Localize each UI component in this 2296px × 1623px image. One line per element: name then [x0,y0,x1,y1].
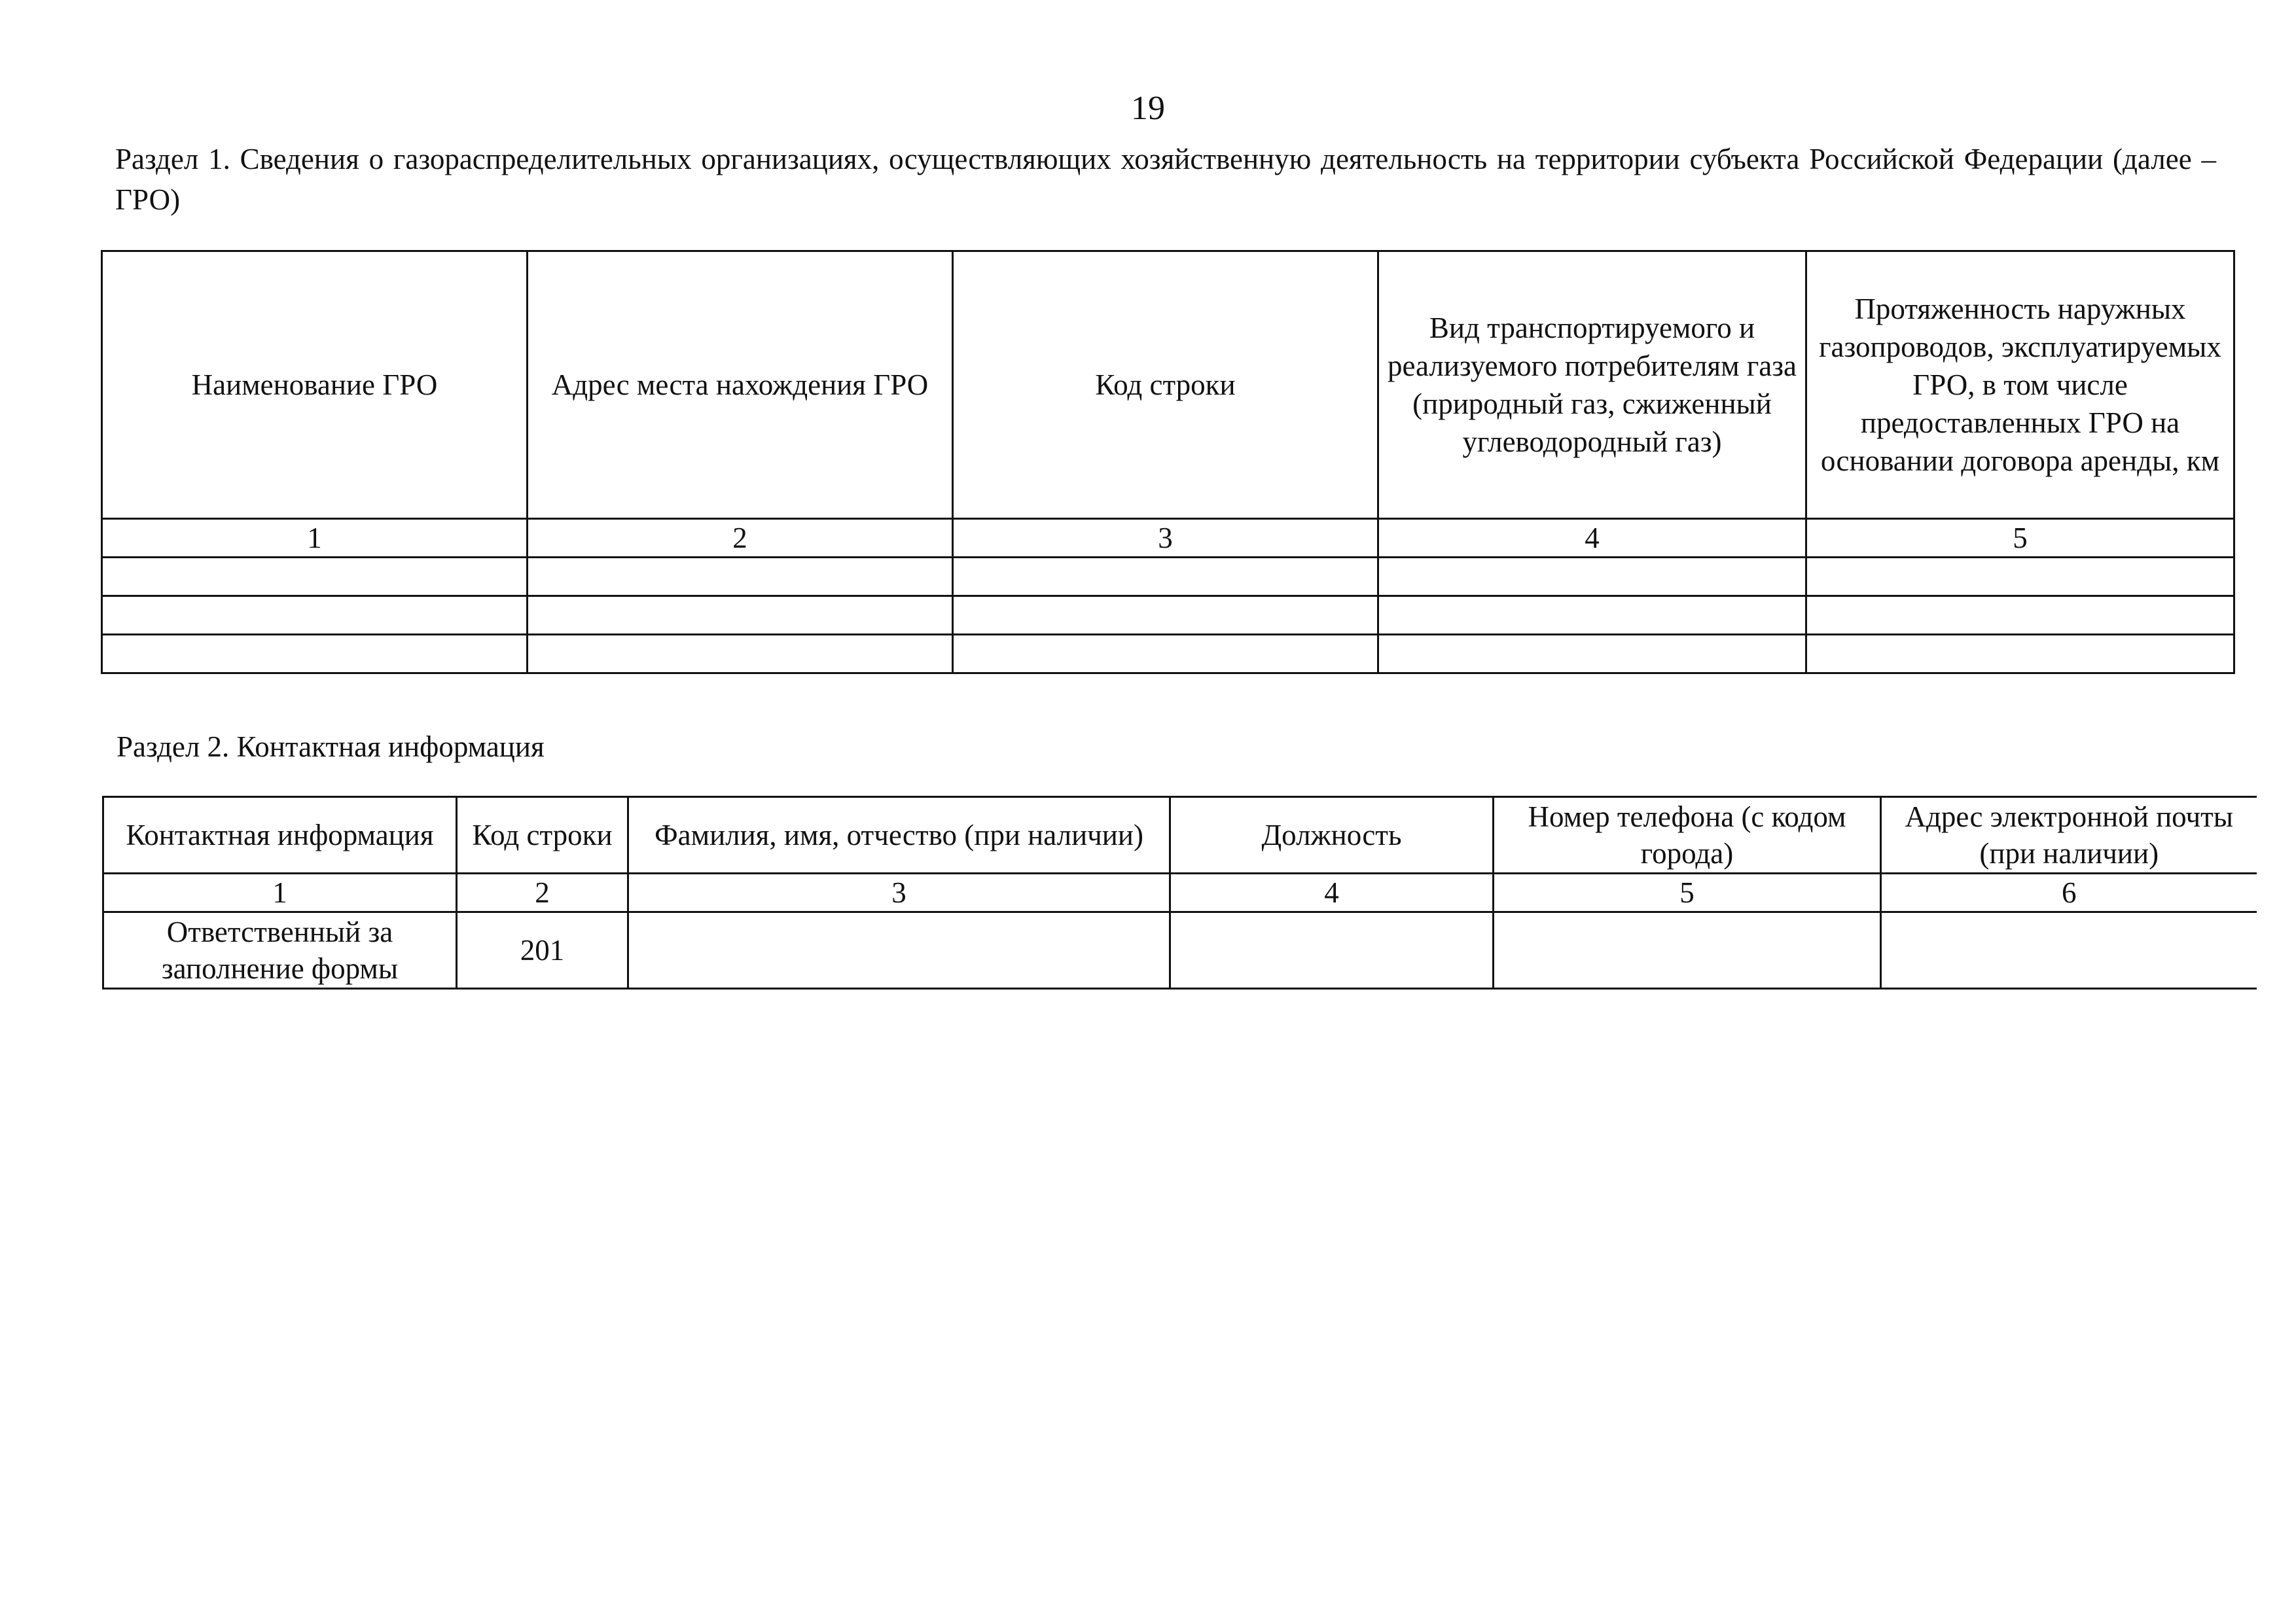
column-number: 4 [1378,519,1806,558]
column-number: 6 [1881,874,2257,912]
table-header-row [102,251,2234,519]
table-cell[interactable] [102,596,528,635]
table-cell[interactable] [102,558,528,596]
table-cell[interactable] [1378,558,1806,596]
email-cell[interactable] [1881,912,2257,989]
section1-title: Раздел 1. Сведения о газораспределительных организациях, осуществляющих хозяйственную деятельность на территории субъекта Российской Федерации (далее – ГРО) [115,143,2216,216]
column-number: 2 [528,519,953,558]
column-number-row [103,874,2257,912]
header-pipeline-length: Протяженность наружных газопроводов, эксплуатируемых ГРО, в том числе предоставленных ГРО на основании договора аренды, км [1806,251,2234,519]
header-row-code: Код строки [457,797,628,874]
column-number: 1 [102,519,528,558]
table-cell[interactable] [102,635,528,673]
table-cell[interactable] [528,635,953,673]
header-gro-name: Наименование ГРО [102,251,528,519]
table-cell[interactable] [953,635,1378,673]
column-number: 1 [103,874,457,912]
table-cell[interactable] [953,596,1378,635]
column-number: 3 [628,874,1170,912]
column-number: 3 [953,519,1378,558]
column-number-row [102,519,2234,558]
table-cell[interactable] [953,558,1378,596]
full-name-cell[interactable] [628,912,1170,989]
column-number: 5 [1494,874,1881,912]
column-number: 2 [457,874,628,912]
table-cell[interactable] [1378,596,1806,635]
table-row [102,635,2234,673]
header-phone: Номер телефона (с кодом города) [1494,797,1881,874]
table-cell[interactable] [1806,635,2234,673]
section2-title: Раздел 2. Контактная информация [117,730,545,763]
table-cell[interactable] [528,596,953,635]
column-number: 5 [1806,519,2234,558]
phone-cell[interactable] [1494,912,1881,989]
header-row-code: Код строки [953,251,1378,519]
table-row [102,558,2234,596]
header-full-name: Фамилия, имя, отчество (при наличии) [628,797,1170,874]
column-number: 4 [1170,874,1494,912]
table-cell[interactable] [1806,596,2234,635]
header-gro-address: Адрес места нахождения ГРО [528,251,953,519]
header-position: Должность [1170,797,1494,874]
table-cell[interactable] [1378,635,1806,673]
header-contact-info: Контактная информация [103,797,457,874]
contact-info-table [102,796,2257,990]
row-code-cell: 201 [457,912,628,989]
position-cell[interactable] [1170,912,1494,989]
page-number: 19 [1131,90,1165,127]
table-header-row [103,797,2257,874]
header-gas-type: Вид транспортируемого и реализуемого потребителям газа (природный газ, сжиженный углеводородный газ) [1378,251,1806,519]
contact-role-cell: Ответственный за заполнение формы [103,912,457,989]
header-email: Адрес электронной почты (при наличии) [1881,797,2257,874]
table-cell[interactable] [528,558,953,596]
table-row [103,912,2257,989]
gro-info-table [101,250,2235,674]
table-cell[interactable] [1806,558,2234,596]
table-row [102,596,2234,635]
